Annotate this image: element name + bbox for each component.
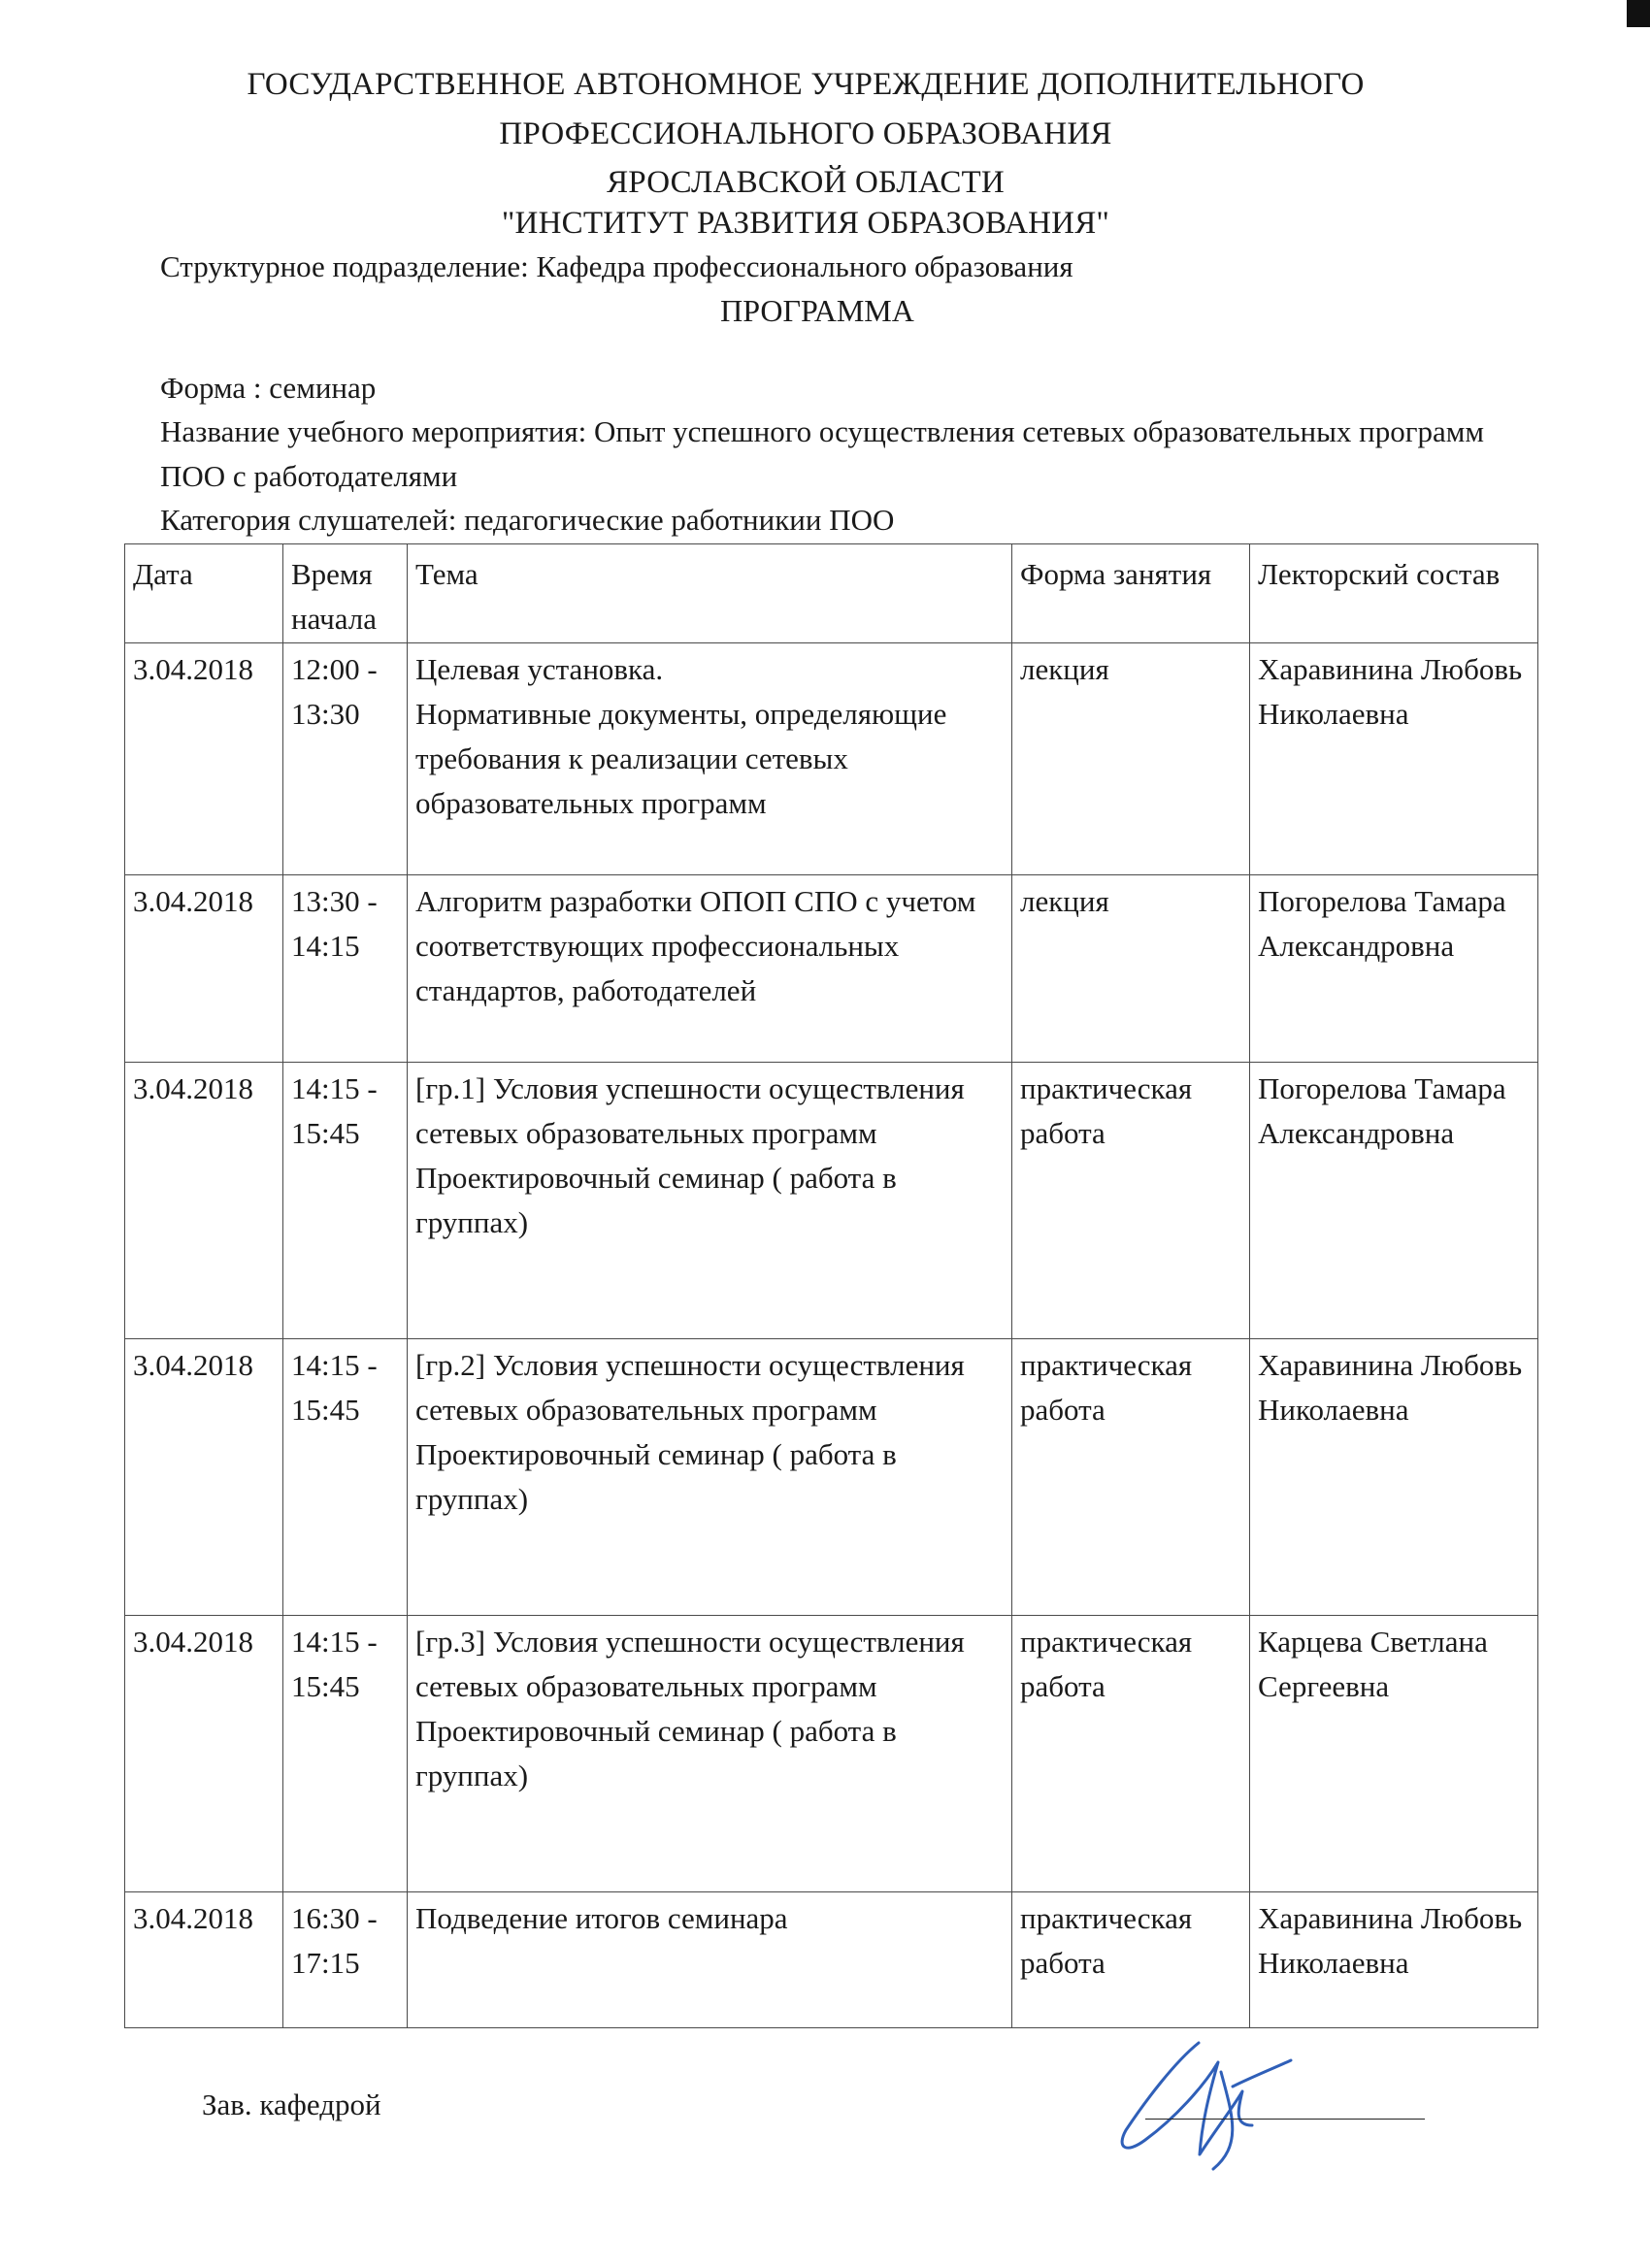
table-row	[125, 1892, 1538, 2028]
cell-date: 3.04.2018	[125, 643, 283, 875]
cell-lecturer: Погорелова Тамара Александровна	[1250, 1063, 1538, 1339]
cell-time: 13:30 - 14:15	[283, 875, 408, 1063]
header-line-3: ЯРОСЛАВСКОЙ ОБЛАСТИ	[607, 165, 1005, 200]
category-line: Категория слушателей: педагогические работникии ПОО	[160, 503, 895, 537]
program-heading: ПРОГРАММА	[720, 293, 914, 328]
schedule-table	[124, 543, 1538, 2028]
cell-lecturer: Погорелова Тамара Александровна	[1250, 875, 1538, 1063]
topic-text: [гр.1] Условия успешности осуществления сетевых образовательных программ	[415, 1071, 965, 1150]
subdivision-line: Структурное подразделение: Кафедра профессионального образования	[160, 249, 1073, 283]
signature-mark	[1106, 2033, 1301, 2179]
cell-form: практическая работа	[1012, 1339, 1250, 1616]
topic-text: Подведение итогов семинара	[415, 1901, 788, 1935]
cell-form: практическая работа	[1012, 1892, 1250, 2028]
event-name-line: Название учебного мероприятия: Опыт успешного осуществления сетевых образовательных программ ПОО с работодателями	[160, 414, 1484, 493]
topic-text: Нормативные документы, определяющие требования к реализации сетевых образовательных программ	[415, 697, 947, 820]
scan-edge-mark	[1627, 0, 1650, 27]
header-date: Дата	[125, 544, 283, 643]
cell-form: лекция	[1012, 643, 1250, 875]
cell-time: 16:30 - 17:15	[283, 1892, 408, 2028]
cell-date: 3.04.2018	[125, 1063, 283, 1339]
header-line-4: "ИНСТИТУТ РАЗВИТИЯ ОБРАЗОВАНИЯ"	[501, 206, 1110, 241]
cell-lecturer: Харавинина Любовь Николаевна	[1250, 1892, 1538, 2028]
cell-topic	[408, 1616, 1012, 1892]
cell-lecturer: Карцева Светлана Сергеевна	[1250, 1616, 1538, 1892]
table-row	[125, 643, 1538, 875]
table-row	[125, 1339, 1538, 1616]
topic-text: [гр.3] Условия успешности осуществления сетевых образовательных программ	[415, 1625, 965, 1703]
table-row	[125, 1616, 1538, 1892]
header-lecturer: Лекторский состав	[1250, 544, 1538, 643]
cell-time: 14:15 - 15:45	[283, 1063, 408, 1339]
table-row	[125, 875, 1538, 1063]
header-line-2: ПРОФЕССИОНАЛЬНОГО ОБРАЗОВАНИЯ	[499, 116, 1112, 151]
topic-text: Проектировочный семинар ( работа в группах)	[415, 1437, 897, 1516]
cell-date: 3.04.2018	[125, 1892, 283, 2028]
cell-topic	[408, 1063, 1012, 1339]
header-form: Форма занятия	[1012, 544, 1250, 643]
cell-lecturer: Харавинина Любовь Николаевна	[1250, 643, 1538, 875]
cell-date: 3.04.2018	[125, 1616, 283, 1892]
head-of-department-label: Зав. кафедрой	[202, 2087, 381, 2121]
cell-form: практическая работа	[1012, 1616, 1250, 1892]
header-time: Время начала	[283, 544, 408, 643]
cell-date: 3.04.2018	[125, 1339, 283, 1616]
topic-text: [гр.2] Условия успешности осуществления сетевых образовательных программ	[415, 1348, 965, 1427]
header-line-1: ГОСУДАРСТВЕННОЕ АВТОНОМНОЕ УЧРЕЖДЕНИЕ ДОПОЛНИТЕЛЬНОГО	[247, 67, 1365, 102]
cell-time: 14:15 - 15:45	[283, 1616, 408, 1892]
table-row	[125, 1063, 1538, 1339]
signature-line	[1145, 2119, 1425, 2120]
cell-time: 14:15 - 15:45	[283, 1339, 408, 1616]
cell-topic	[408, 1339, 1012, 1616]
cell-lecturer: Харавинина Любовь Николаевна	[1250, 1339, 1538, 1616]
cell-form: практическая работа	[1012, 1063, 1250, 1339]
topic-text: Целевая установка.	[415, 652, 664, 686]
cell-date: 3.04.2018	[125, 875, 283, 1063]
cell-topic	[408, 643, 1012, 875]
topic-text: Проектировочный семинар ( работа в группах)	[415, 1161, 897, 1239]
cell-time: 12:00 - 13:30	[283, 643, 408, 875]
cell-topic	[408, 875, 1012, 1063]
topic-text: Алгоритм разработки ОПОП СПО с учетом соответствующих профессиональных стандартов, работодателей	[415, 884, 976, 1007]
cell-topic	[408, 1892, 1012, 2028]
topic-text: Проектировочный семинар ( работа в группах)	[415, 1714, 897, 1792]
header-topic: Тема	[408, 544, 1012, 643]
table-header-row	[125, 544, 1538, 643]
form-line: Форма : семинар	[160, 371, 377, 405]
cell-form: лекция	[1012, 875, 1250, 1063]
